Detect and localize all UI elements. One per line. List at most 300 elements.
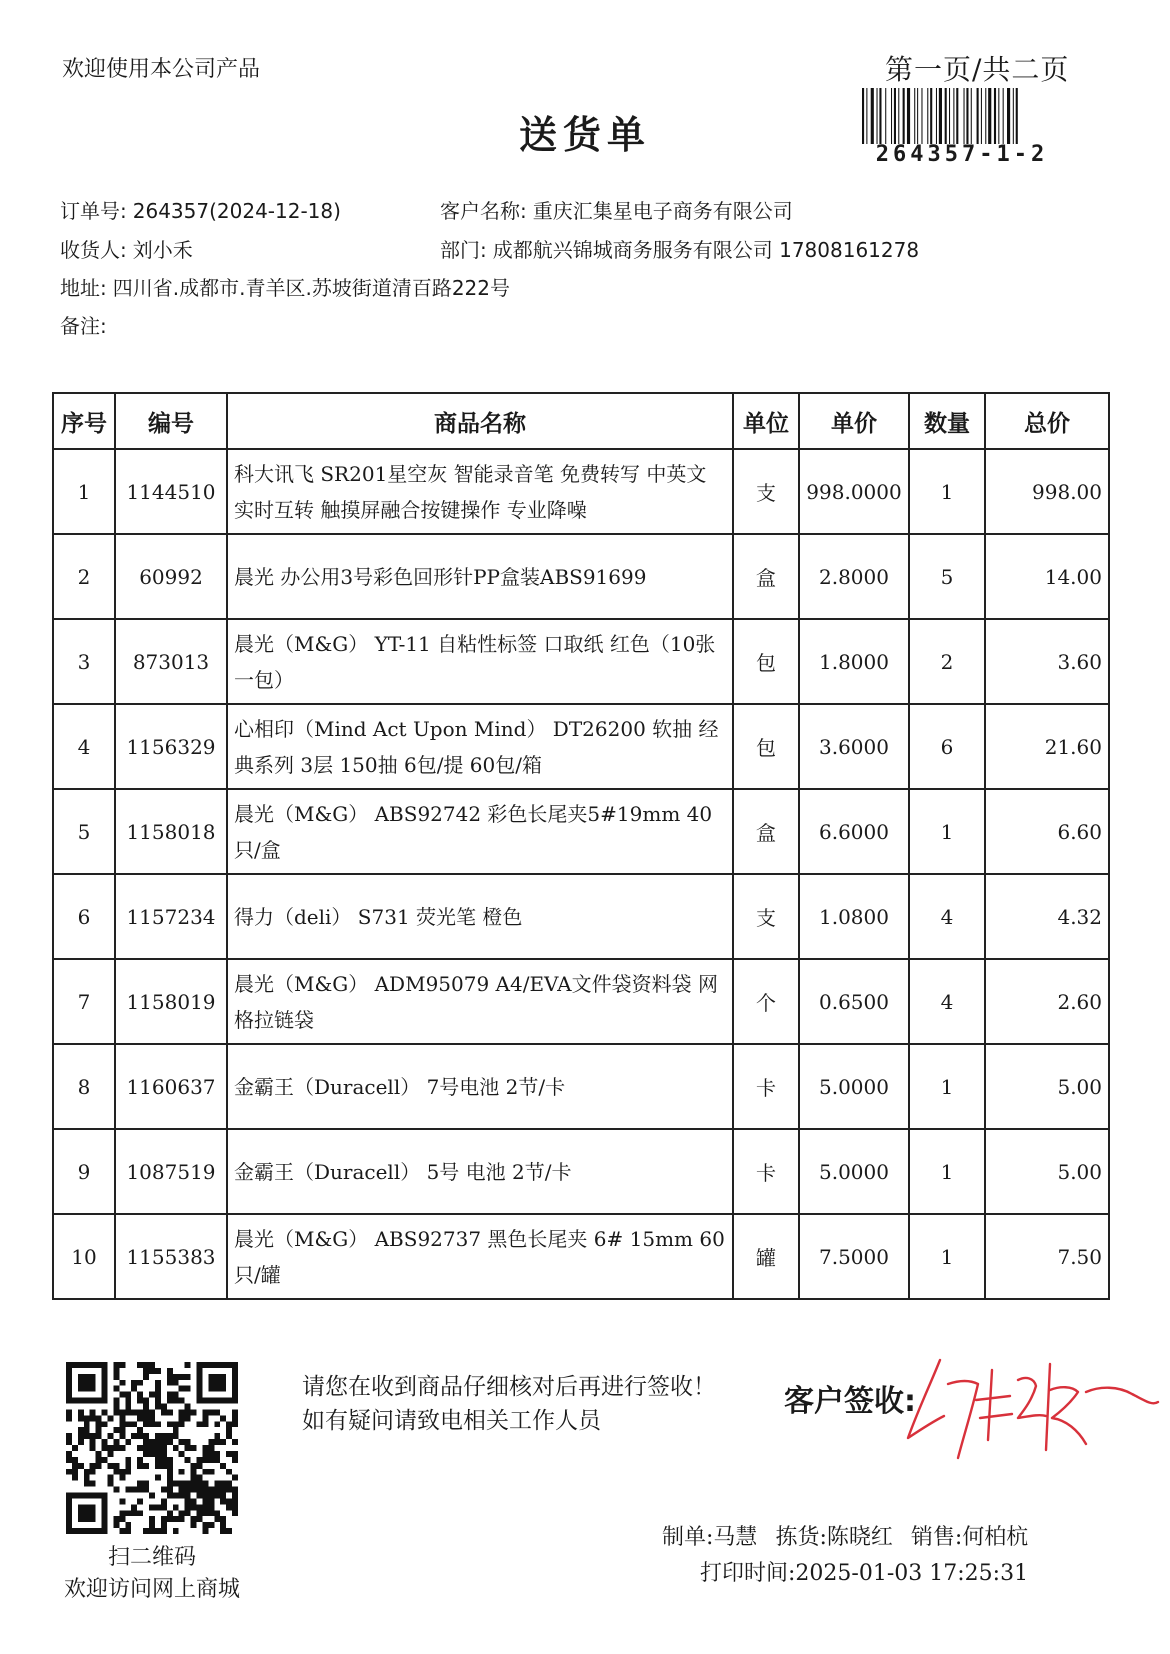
row-total: 4.32 xyxy=(985,874,1109,959)
qr-module xyxy=(143,1398,149,1404)
qr-module xyxy=(202,1522,208,1528)
qr-module xyxy=(208,1469,214,1475)
qr-module xyxy=(66,1409,72,1415)
row-unit: 盒 xyxy=(733,534,799,619)
row-price: 998.0000 xyxy=(799,449,909,534)
print-time xyxy=(700,1556,1028,1587)
row-no: 6 xyxy=(53,874,115,959)
qr-module xyxy=(214,1421,220,1427)
qr-module xyxy=(125,1439,131,1445)
qr-module xyxy=(149,1409,155,1415)
qr-module xyxy=(108,1415,114,1421)
qr-module xyxy=(90,1445,96,1451)
qr-module xyxy=(96,1433,102,1439)
qr-module xyxy=(196,1492,202,1498)
qr-module xyxy=(185,1492,191,1498)
row-qty: 4 xyxy=(909,959,985,1044)
customer-name xyxy=(440,195,793,224)
table-row xyxy=(53,1214,1109,1299)
row-code: 60992 xyxy=(115,534,227,619)
qr-module xyxy=(143,1445,149,1451)
qr-module xyxy=(161,1504,167,1510)
qr-module xyxy=(102,1457,108,1463)
qr-module xyxy=(191,1504,197,1510)
qr-module xyxy=(125,1404,131,1410)
row-total: 998.00 xyxy=(985,449,1109,534)
row-name: 金霸王（Duracell） 5号 电池 2节/卡 xyxy=(227,1129,733,1214)
qr-module xyxy=(96,1427,102,1433)
qr-module xyxy=(232,1362,238,1404)
qr-module xyxy=(167,1487,173,1493)
row-total: 2.60 xyxy=(985,959,1109,1044)
qr-module xyxy=(137,1481,143,1487)
qr-module xyxy=(155,1504,161,1510)
qr-module xyxy=(202,1504,208,1510)
qr-module xyxy=(119,1516,125,1522)
qr-module xyxy=(185,1386,191,1392)
qr-module xyxy=(196,1481,202,1487)
qr-module xyxy=(137,1415,143,1421)
qr-module xyxy=(173,1427,179,1433)
row-qty: 1 xyxy=(909,1044,985,1129)
qr-module xyxy=(137,1498,143,1504)
qr-module xyxy=(137,1445,143,1451)
row-price: 0.6500 xyxy=(799,959,909,1044)
qr-module xyxy=(202,1451,208,1457)
qr-module xyxy=(196,1475,202,1481)
qr-module xyxy=(119,1498,125,1504)
welcome-text: 欢迎使用本公司产品 xyxy=(62,57,261,82)
qr-module xyxy=(125,1487,131,1493)
qr-module xyxy=(214,1481,220,1487)
qr-module xyxy=(96,1415,102,1421)
qr-module xyxy=(90,1469,96,1475)
qr-module xyxy=(167,1374,173,1380)
qr-module xyxy=(78,1409,84,1415)
qr-module xyxy=(214,1409,220,1415)
qr-module xyxy=(161,1522,167,1528)
qr-module xyxy=(113,1487,119,1493)
qr-module xyxy=(66,1415,72,1421)
qr-module xyxy=(113,1386,119,1392)
qr-module xyxy=(66,1433,72,1439)
table-row xyxy=(53,534,1109,619)
qr-module xyxy=(143,1404,149,1410)
qr-module xyxy=(125,1457,131,1463)
qr-module xyxy=(226,1481,232,1487)
row-price: 1.0800 xyxy=(799,874,909,959)
row-code: 1157234 xyxy=(115,874,227,959)
table-header-row xyxy=(53,393,1109,449)
staff-line xyxy=(662,1520,1028,1551)
qr-module xyxy=(202,1481,208,1487)
qr-module xyxy=(232,1409,238,1415)
qr-module xyxy=(214,1492,220,1498)
order-number xyxy=(60,195,341,224)
qr-module xyxy=(108,1445,114,1451)
qr-module xyxy=(113,1374,119,1380)
qr-module xyxy=(173,1433,179,1439)
qr-module xyxy=(173,1481,179,1487)
row-qty: 6 xyxy=(909,704,985,789)
qr-module xyxy=(119,1469,125,1475)
qr-module xyxy=(143,1481,149,1487)
qr-module xyxy=(149,1492,155,1498)
qr-module xyxy=(208,1457,214,1463)
qr-module xyxy=(143,1421,149,1427)
qr-module xyxy=(179,1439,185,1445)
qr-module xyxy=(220,1492,226,1498)
row-code: 1160637 xyxy=(115,1044,227,1129)
qr-module xyxy=(113,1368,119,1374)
qr-module xyxy=(66,1398,108,1404)
row-unit: 包 xyxy=(733,619,799,704)
table-row xyxy=(53,1044,1109,1129)
row-qty: 1 xyxy=(909,1214,985,1299)
qr-module xyxy=(119,1409,125,1415)
qr-module xyxy=(191,1469,197,1475)
row-qty: 4 xyxy=(909,874,985,959)
qr-module xyxy=(96,1463,102,1469)
qr-module xyxy=(143,1487,149,1493)
sales-name: 何柏杭 xyxy=(962,1525,1029,1550)
qr-module xyxy=(161,1457,167,1463)
qr-module xyxy=(143,1415,149,1421)
qr-module xyxy=(78,1427,84,1433)
qr-module xyxy=(232,1510,238,1516)
qr-module xyxy=(155,1368,161,1374)
qr-module xyxy=(214,1457,220,1463)
qr-module xyxy=(191,1487,197,1493)
qr-module xyxy=(161,1433,167,1439)
row-code: 873013 xyxy=(115,619,227,704)
qr-module xyxy=(220,1439,226,1445)
row-total: 7.50 xyxy=(985,1214,1109,1299)
row-unit: 盒 xyxy=(733,789,799,874)
qr-module xyxy=(149,1362,155,1368)
qr-module xyxy=(149,1392,155,1398)
qr-module xyxy=(161,1404,167,1410)
qr-module xyxy=(202,1421,208,1427)
qr-module xyxy=(196,1398,238,1404)
qr-module xyxy=(196,1362,202,1404)
qr-module xyxy=(208,1487,214,1493)
qr-module xyxy=(143,1368,149,1374)
qr-module xyxy=(167,1421,173,1427)
qr-module xyxy=(167,1510,173,1516)
qr-module xyxy=(78,1439,84,1445)
qr-module xyxy=(155,1386,161,1392)
qr-module xyxy=(143,1374,149,1380)
qr-module xyxy=(232,1457,238,1463)
row-total: 3.60 xyxy=(985,619,1109,704)
qr-module xyxy=(119,1392,125,1398)
qr-module xyxy=(66,1457,72,1463)
qr-module xyxy=(185,1415,191,1421)
row-no: 2 xyxy=(53,534,115,619)
qr-module xyxy=(185,1457,191,1463)
qr-module xyxy=(167,1469,173,1475)
customer-name-label: 客户名称: xyxy=(440,199,527,223)
qr-module xyxy=(84,1481,90,1487)
qr-module xyxy=(202,1415,208,1421)
qr-module xyxy=(84,1475,90,1481)
qr-module xyxy=(202,1487,208,1493)
row-code: 1158019 xyxy=(115,959,227,1044)
qr-module xyxy=(137,1409,143,1415)
qr-module xyxy=(119,1421,125,1427)
qr-module xyxy=(173,1392,179,1398)
qr-module xyxy=(185,1510,191,1516)
qr-module xyxy=(84,1433,90,1439)
qr-module xyxy=(137,1380,143,1386)
qr-module xyxy=(119,1528,125,1534)
barcode-number: 264357-1-2 xyxy=(875,142,1049,167)
address-value: 四川省.成都市.青羊区.苏坡街道清百路222号 xyxy=(112,276,510,300)
print-time-value: 2025-01-03 17:25:31 xyxy=(795,1561,1029,1586)
qr-module xyxy=(125,1510,131,1516)
qr-module xyxy=(161,1439,167,1445)
qr-module xyxy=(220,1528,226,1534)
qr-module xyxy=(149,1368,155,1374)
row-qty: 1 xyxy=(909,1129,985,1214)
row-code: 1087519 xyxy=(115,1129,227,1214)
row-total: 14.00 xyxy=(985,534,1109,619)
qr-module xyxy=(84,1469,90,1475)
qr-module xyxy=(173,1445,179,1451)
qr-module xyxy=(196,1457,202,1463)
qr-module xyxy=(232,1421,238,1427)
qr-module xyxy=(161,1445,167,1451)
qr-module xyxy=(191,1522,197,1528)
qr-module xyxy=(179,1492,185,1498)
qr-module xyxy=(161,1409,167,1415)
qr-module xyxy=(131,1386,137,1392)
row-code: 1158018 xyxy=(115,789,227,874)
qr-module xyxy=(108,1451,114,1457)
qr-module xyxy=(220,1516,226,1522)
qr-module xyxy=(161,1498,167,1504)
qr-module xyxy=(149,1504,155,1510)
qr-module xyxy=(66,1492,108,1498)
receiver xyxy=(60,234,193,263)
qr-module xyxy=(66,1439,72,1445)
qr-module xyxy=(232,1492,238,1498)
qr-module xyxy=(137,1398,143,1404)
qr-module xyxy=(131,1433,137,1439)
qr-module xyxy=(179,1487,185,1493)
qr-module xyxy=(167,1463,173,1469)
qr-module xyxy=(131,1487,137,1493)
qr-module xyxy=(131,1504,137,1510)
order-number-label: 订单号: xyxy=(60,199,127,223)
qr-module xyxy=(196,1516,202,1522)
department-value: 成都航兴锦城商务服务有限公司 17808161278 xyxy=(492,238,920,262)
qr-module xyxy=(208,1492,214,1498)
qr-module xyxy=(155,1421,161,1427)
qr-module xyxy=(96,1421,102,1427)
qr-module xyxy=(66,1492,72,1534)
qr-module xyxy=(214,1487,220,1493)
qr-module xyxy=(202,1457,208,1463)
qr-module xyxy=(108,1475,114,1481)
qr-module xyxy=(131,1510,137,1516)
qr-module xyxy=(155,1528,161,1534)
row-name: 晨光（M&G） YT-11 自粘性标签 口取纸 红色（10张一包） xyxy=(227,619,733,704)
qr-module xyxy=(208,1510,214,1516)
qr-module xyxy=(149,1445,155,1451)
qr-module xyxy=(155,1433,161,1439)
qr-module xyxy=(155,1392,161,1398)
receiver-value: 刘小禾 xyxy=(132,238,193,262)
qr-module xyxy=(125,1392,131,1398)
row-price: 6.6000 xyxy=(799,789,909,874)
row-price: 5.0000 xyxy=(799,1129,909,1214)
qr-module xyxy=(155,1398,161,1404)
qr-module xyxy=(185,1374,191,1380)
row-name: 得力（deli） S731 荧光笔 橙色 xyxy=(227,874,733,959)
qr-module xyxy=(232,1415,238,1421)
qr-module xyxy=(108,1433,114,1439)
qr-module xyxy=(119,1510,125,1516)
qr-module xyxy=(191,1463,197,1469)
qr-module xyxy=(113,1409,119,1415)
row-total: 21.60 xyxy=(985,704,1109,789)
qr-module xyxy=(167,1475,173,1481)
qr-module xyxy=(113,1522,119,1528)
col-header-total: 总价 xyxy=(985,393,1109,449)
sales-label: 销售: xyxy=(910,1525,963,1550)
qr-module xyxy=(208,1439,214,1445)
row-unit: 个 xyxy=(733,959,799,1044)
qr-module xyxy=(113,1516,119,1522)
qr-module xyxy=(66,1362,72,1404)
qr-module xyxy=(196,1421,202,1427)
qr-module xyxy=(119,1433,125,1439)
row-name: 金霸王（Duracell） 7号电池 2节/卡 xyxy=(227,1044,733,1129)
qr-module xyxy=(220,1487,226,1493)
qr-module xyxy=(102,1439,108,1445)
row-code: 1155383 xyxy=(115,1214,227,1299)
qr-module xyxy=(232,1439,238,1445)
qr-module xyxy=(179,1510,185,1516)
row-unit: 包 xyxy=(733,704,799,789)
col-header-name: 商品名称 xyxy=(227,393,733,449)
qr-module xyxy=(161,1463,167,1469)
qr-module xyxy=(125,1463,131,1469)
row-unit: 支 xyxy=(733,874,799,959)
table-row xyxy=(53,704,1109,789)
qr-module xyxy=(161,1516,167,1522)
qr-module xyxy=(84,1421,90,1427)
qr-module xyxy=(78,1415,84,1421)
qr-module xyxy=(84,1427,90,1433)
row-total: 5.00 xyxy=(985,1129,1109,1214)
maker-label: 制单: xyxy=(662,1525,714,1550)
qr-module xyxy=(119,1415,125,1421)
qr-module xyxy=(185,1439,191,1445)
page-indicator: 第一页/共二页 xyxy=(885,53,1070,86)
qr-module xyxy=(90,1439,96,1445)
qr-module xyxy=(131,1421,137,1427)
qr-module xyxy=(155,1445,161,1451)
qr-module xyxy=(226,1421,232,1427)
row-no: 9 xyxy=(53,1129,115,1214)
qr-module xyxy=(179,1374,185,1380)
qr-module xyxy=(161,1451,167,1457)
qr-module xyxy=(214,1516,220,1522)
qr-module xyxy=(143,1409,149,1415)
qr-module xyxy=(66,1451,72,1457)
qr-module xyxy=(173,1374,179,1380)
qr-module xyxy=(173,1516,179,1522)
qr-module xyxy=(226,1528,232,1534)
qr-module xyxy=(96,1457,102,1463)
qr-module xyxy=(113,1469,119,1475)
row-name: 晨光（M&G） ABS92742 彩色长尾夹5#19mm 40只/盒 xyxy=(227,789,733,874)
qr-code[interactable] xyxy=(66,1362,238,1534)
table-row xyxy=(53,789,1109,874)
qr-module xyxy=(232,1451,238,1457)
qr-module xyxy=(173,1421,179,1427)
qr-module xyxy=(208,1445,214,1451)
qr-module xyxy=(202,1492,208,1498)
picker-label: 拣货: xyxy=(775,1525,827,1550)
print-time-label: 打印时间: xyxy=(700,1561,796,1586)
qr-module xyxy=(143,1451,149,1457)
qr-module xyxy=(185,1445,191,1451)
row-price: 7.5000 xyxy=(799,1214,909,1299)
qr-module xyxy=(72,1457,78,1463)
qr-module xyxy=(137,1427,143,1433)
col-header-no: 序号 xyxy=(53,393,115,449)
qr-module xyxy=(149,1421,155,1427)
qr-module xyxy=(155,1457,161,1463)
qr-module xyxy=(102,1362,108,1404)
row-price: 5.0000 xyxy=(799,1044,909,1129)
row-code: 1144510 xyxy=(115,449,227,534)
qr-module xyxy=(84,1415,90,1421)
customer-sign-label: 客户签收: xyxy=(784,1384,916,1419)
row-price: 3.6000 xyxy=(799,704,909,789)
qr-module xyxy=(143,1463,149,1469)
qr-module xyxy=(90,1481,96,1487)
qr-module xyxy=(191,1516,197,1522)
qr-module xyxy=(220,1415,226,1421)
qr-module xyxy=(179,1415,185,1421)
qr-module xyxy=(220,1522,226,1528)
qr-module xyxy=(96,1451,102,1457)
qr-module xyxy=(119,1427,125,1433)
qr-module xyxy=(191,1498,197,1504)
qr-module xyxy=(202,1469,208,1475)
qr-module xyxy=(125,1421,131,1427)
row-name: 晨光 办公用3号彩色回形针PP盒装ABS91699 xyxy=(227,534,733,619)
row-qty: 1 xyxy=(909,789,985,874)
qr-module xyxy=(149,1439,155,1445)
qr-module xyxy=(202,1409,208,1415)
qr-module xyxy=(173,1398,179,1404)
qr-module xyxy=(113,1404,119,1410)
qr-module xyxy=(232,1498,238,1504)
qr-module xyxy=(66,1469,72,1475)
qr-module xyxy=(214,1433,220,1439)
row-unit: 支 xyxy=(733,449,799,534)
qr-module xyxy=(208,1409,214,1415)
qr-module xyxy=(72,1445,78,1451)
qr-module xyxy=(137,1463,143,1469)
qr-module xyxy=(155,1475,161,1481)
